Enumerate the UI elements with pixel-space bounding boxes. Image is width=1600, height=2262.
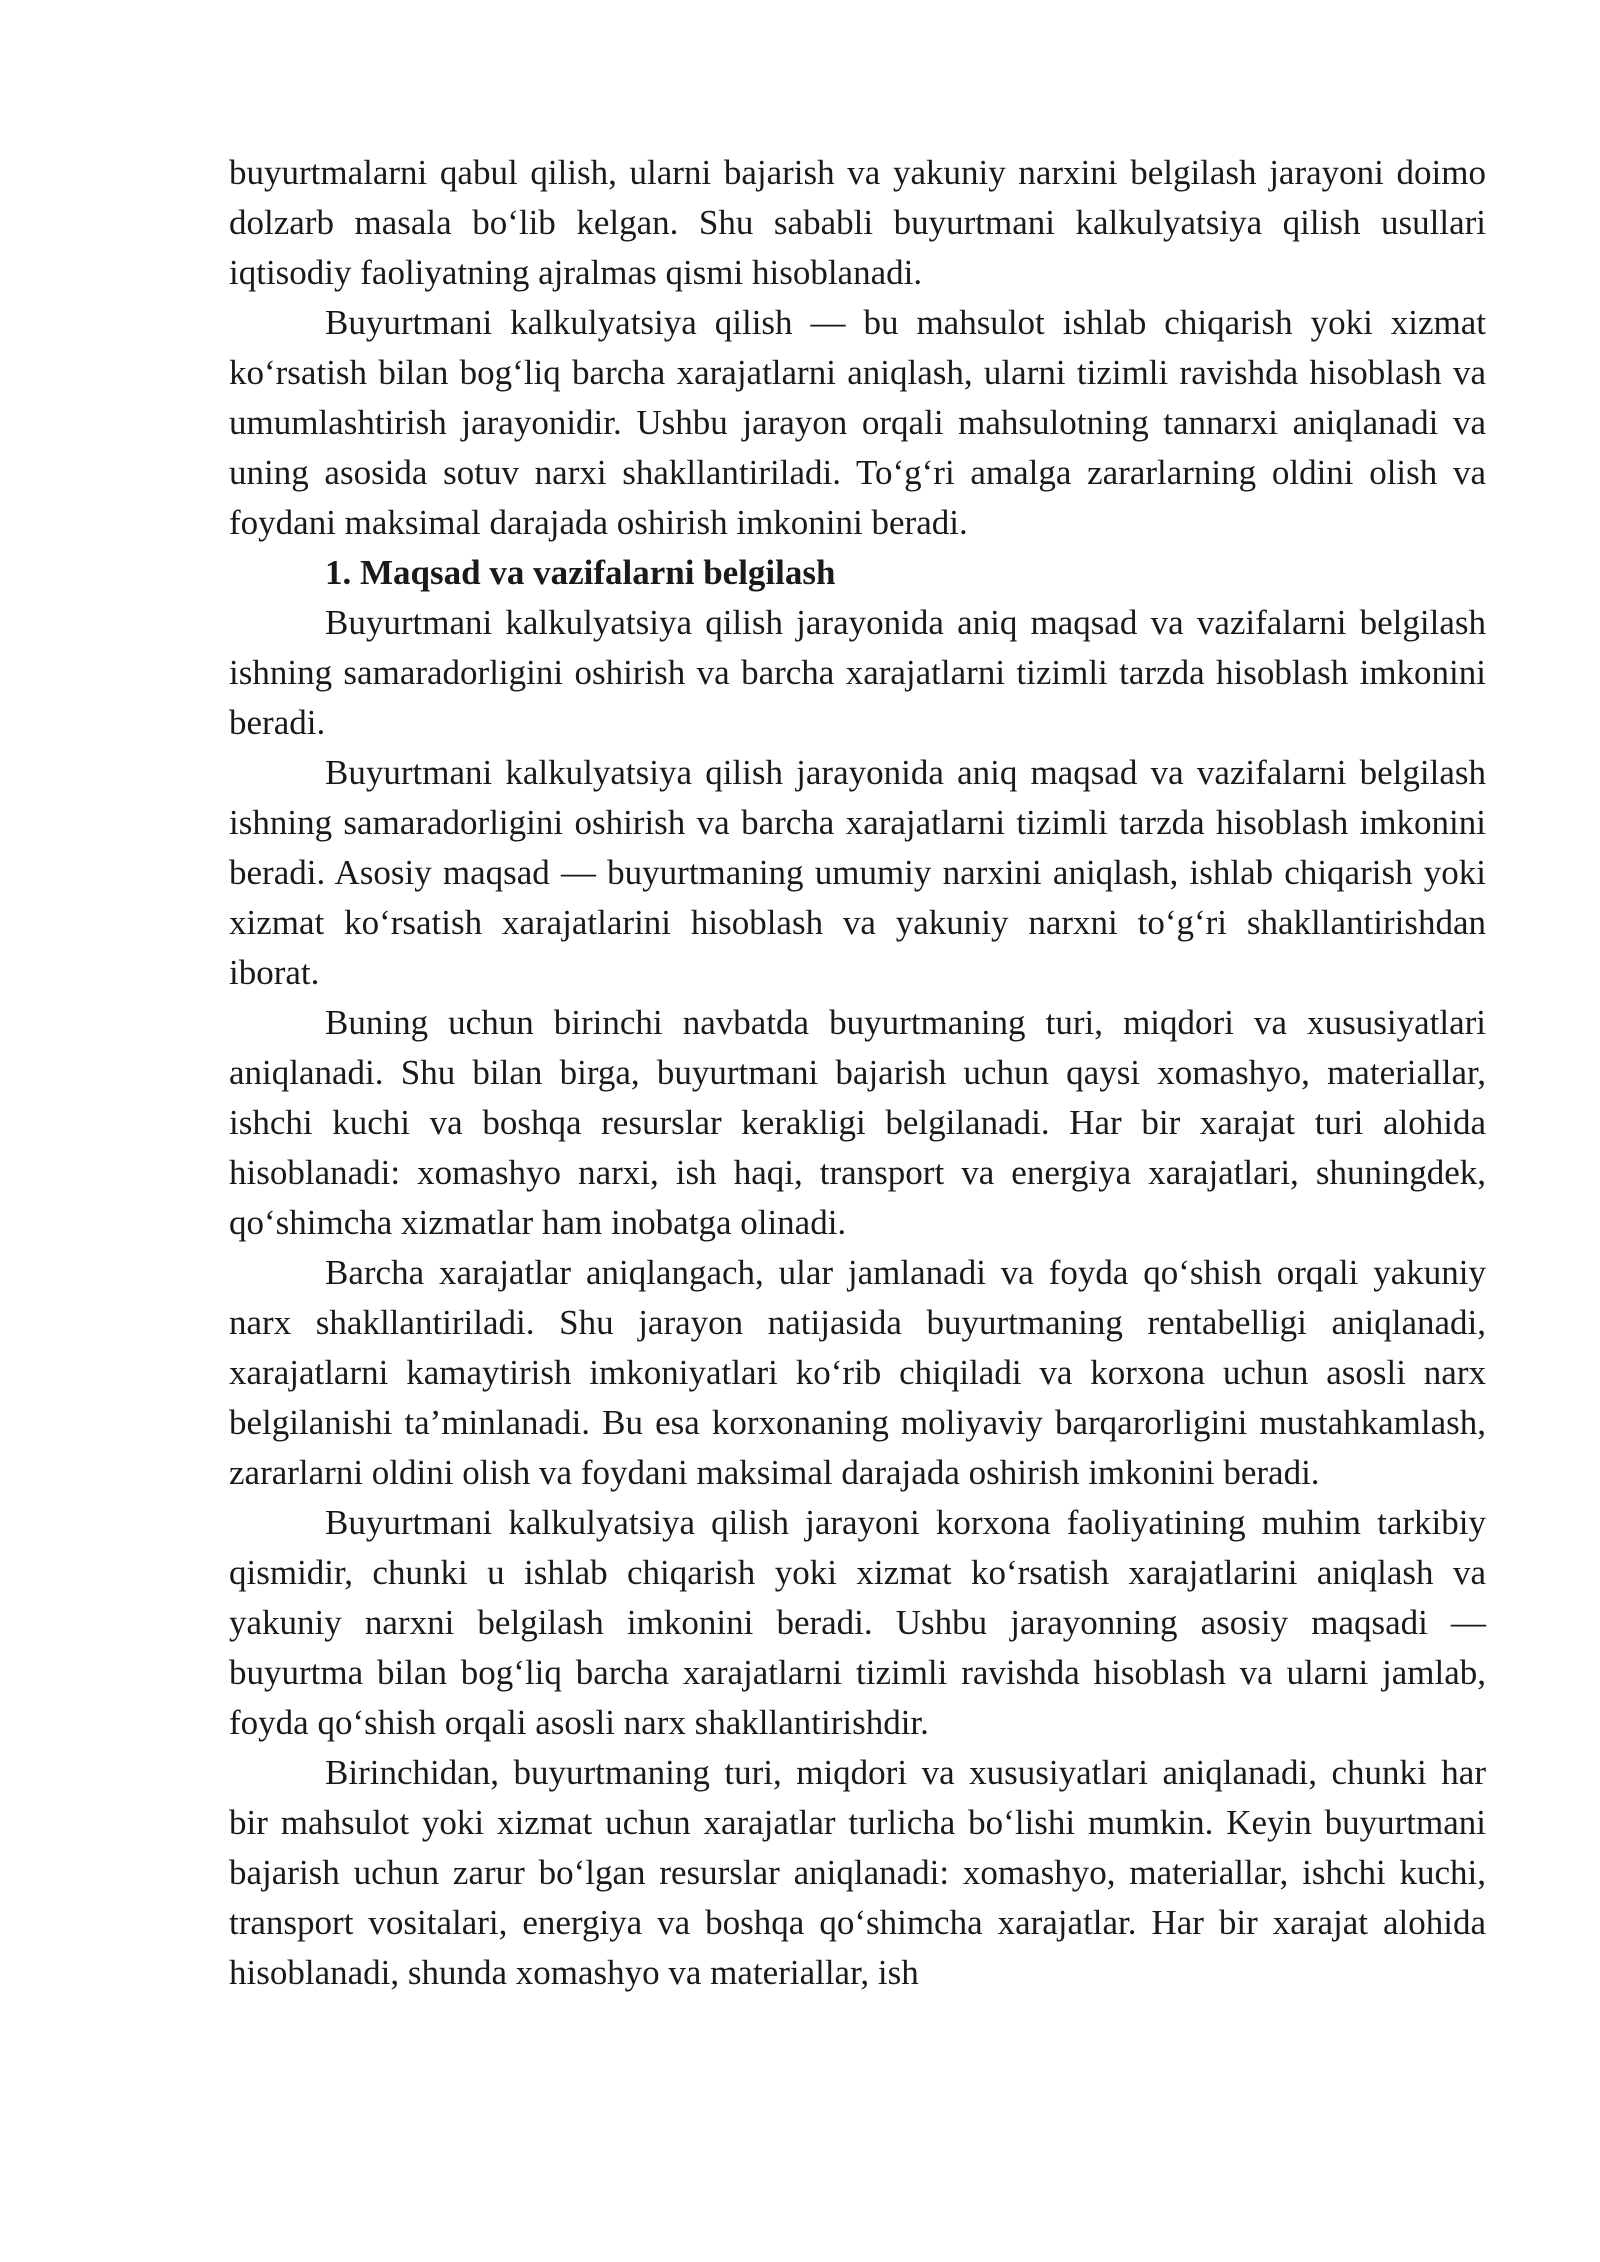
paragraph-definition: Buyurtmani kalkulyatsiya qilish — bu mahsulot ishlab chiqarish yoki xizmat ko‘rsatish bilan bog‘liq barcha xarajatlarni aniqlash, ularni tizimli ravishda hisoblash va umumlashtirish jarayonidir. Ushbu jarayon orqali mahsulotning tannarxi aniqlanadi va uning asosida sotuv narxi shakllantiriladi. To‘g‘ri amalga zararlarning oldini olish va foydani maksimal darajada oshirish imkonini beradi. — [229, 303, 1486, 542]
paragraph-main-goal: Buyurtmani kalkulyatsiya qilish jarayonida aniq maqsad va vazifalarni belgilash ishning samaradorligini oshirish va barcha xarajatlarni tizimli tarzda hisoblash imkonini beradi. Asosiy maqsad — buyurtmaning umumiy narxini aniqlash, ishlab chiqarish yoki xizmat ko‘rsatish xarajatlarini hisoblash va yakuniy narxni to‘g‘ri shakllantirishdan iborat. — [229, 753, 1486, 992]
paragraph-continuation: buyurtmalarni qabul qilish, ularni bajarish va yakuniy narxini belgilash jarayoni doimo dolzarb masala bo‘lib kelgan. Shu sababli buyurtmani kalkulyatsiya qilish usullari iqtisodiy faoliyatning ajralmas qismi hisoblanadi. — [229, 153, 1486, 292]
paragraph-process-summary: Buyurtmani kalkulyatsiya qilish jarayoni korxona faoliyatining muhim tarkibiy qismidir, chunki u ishlab chiqarish yoki xizmat ko‘rsatish xarajatlarini aniqlash va yakuniy narxni belgilash imkonini beradi. Ushbu jarayonning asosiy maqsadi — buyurtma bilan bog‘liq barcha xarajatlarni tizimli ravishda hisoblash va ularni jamlab, foyda qo‘shish orqali asosli narx shakllantirishdir. — [229, 1503, 1486, 1742]
paragraph-firstly: Birinchidan, buyurtmaning turi, miqdori va xususiyatlari aniqlanadi, chunki har bir mahsulot yoki xizmat uchun xarajatlar turlicha bo‘lishi mumkin. Keyin buyurtmani bajarish uchun zarur bo‘lgan resurslar aniqlanadi: xomashyo, materiallar, ishchi kuchi, transport vositalari, energiya va boshqa qo‘shimcha xarajatlar. Har bir xarajat alohida hisoblanadi, shunda xomashyo va materiallar, ish — [229, 1753, 1486, 1992]
paragraph-first-steps: Buning uchun birinchi navbatda buyurtmaning turi, miqdori va xususiyatlari aniqlanadi. Shu bilan birga, buyurtmani bajarish uchun qaysi xomashyo, materiallar, ishchi kuchi va boshqa resurslar kerakligi belgilanadi. Har bir xarajat turi alohida hisoblanadi: xomashyo narxi, ish haqi, transport va energiya xarajatlari, shuningdek, qo‘shimcha xizmatlar ham inobatga olinadi. — [229, 1003, 1486, 1242]
paragraph-goals-intro: Buyurtmani kalkulyatsiya qilish jarayonida aniq maqsad va vazifalarni belgilash ishning samaradorligini oshirish va barcha xarajatlarni tizimli tarzda hisoblash imkonini beradi. — [229, 603, 1486, 742]
paragraph-final-price: Barcha xarajatlar aniqlangach, ular jamlanadi va foyda qo‘shish orqali yakuniy narx shakllantiriladi. Shu jarayon natijasida buyurtmaning rentabelligi aniqlanadi, xarajatlarni kamaytirish imkoniyatlari ko‘rib chiqiladi va korxona uchun asosli narx belgilanishi ta’minlanadi. Bu esa korxonaning moliyaviy barqarorligini mustahkamlash, zararlarni oldini olish va foydani maksimal darajada oshirish imkonini beradi. — [229, 1253, 1486, 1492]
document-page — [229, 148, 1486, 1998]
section-heading: 1. Maqsad va vazifalarni belgilash — [325, 553, 836, 592]
